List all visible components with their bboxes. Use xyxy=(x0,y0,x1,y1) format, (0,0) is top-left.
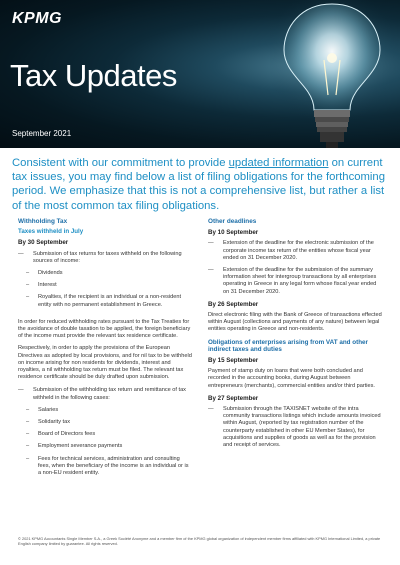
obligation-item: — Submission of tax returns for taxes withheld on the following sources of income: xyxy=(18,251,193,265)
deadline-date: By 30 September xyxy=(18,239,69,247)
updated-information-link[interactable]: updated information xyxy=(228,157,329,169)
withholding-case-item: – Employment severance payments xyxy=(18,443,193,450)
withholding-case-item: – Solidarity tax xyxy=(18,419,193,426)
paragraph: In order for reduced withholding rates pursuant to the Tax Treaties for the avoidance of double taxation to be applied, the foreign beneficiary of the income must provide the relevant tax residence certificate. xyxy=(18,318,191,340)
obligation-item: — Submission through the TAXISNET website of the intra community transactions listings which include amounts invoiced within August, (reported by tax registration number of the counterparty established in other EU Member States), for acquisitions and supplies of goods as well as for the provision and receipt of services. xyxy=(208,406,383,449)
section-title-vat: Obligations of enterprises arising from VAT and other indirect taxes and duties xyxy=(208,338,369,353)
subsection-taxes-withheld: Taxes withheld in July xyxy=(18,228,84,236)
paragraph: Payment of stamp duty on loans that were both concluded and recorded in the accounting books, during August between entrepreneurs (merchants), commercial entities and/or third parties. xyxy=(208,368,375,389)
light-bulb-image xyxy=(270,0,400,148)
income-source-item: – Interest xyxy=(18,282,193,289)
section-title-withholding: Withholding Tax xyxy=(18,218,68,225)
deadline-date: By 26 September xyxy=(208,300,259,308)
section-title-other-deadlines: Other deadlines xyxy=(208,218,257,225)
page-title: Tax Updates xyxy=(10,58,177,93)
withholding-case-item: – Board of Directors fees xyxy=(18,431,193,438)
obligation-item: — Submission of the withholding tax return and remittance of tax withheld in the following cases: xyxy=(18,387,193,401)
paragraph: Respectively, in order to apply the provisions of the European Directives as adopted by local provisions, and for nil tax to be withheld on income arising for non residents for dividends, interest and royalties, a nil withholding tax return must be filed. The relevant tax residence certificate should be duly drafted upon submission. xyxy=(18,345,192,381)
header-banner xyxy=(0,0,400,148)
left-column xyxy=(18,218,193,482)
copyright-footer: © 2021 KPMG Accountants Single Member S.A., a Greek Société Anonyme and a member firm of the KPMG global organization of independent member firms affiliated with KPMG International Limited, a private English company limited by guarantee. All rights reserved. xyxy=(18,536,381,546)
withholding-case-item: – Salaries xyxy=(18,407,193,414)
obligation-item: — Extension of the deadline for the electronic submission of the corporate income tax return of the entities whose fiscal year ended on 31 December 2020. xyxy=(208,240,383,262)
deadline-date: By 27 September xyxy=(208,394,259,402)
right-column xyxy=(208,218,383,454)
intro-text-start: Consistent with our commitment to provide xyxy=(12,157,229,169)
kpmg-logo[interactable]: KPMG xyxy=(12,10,62,27)
deadline-date: By 15 September xyxy=(208,357,259,365)
deadline-date: By 10 September xyxy=(208,229,259,237)
income-source-item: – Royalties, if the recipient is an individual or a non-resident entity with no permanent establishment in Greece. xyxy=(18,294,193,308)
obligation-item: — Extension of the deadline for the submission of the summary information sheet for intergroup transactions by all enterprises operating in Greece in any legal form whose fiscal year ended on 31 December 2020. xyxy=(208,267,383,296)
intro-paragraph xyxy=(12,156,392,213)
withholding-case-item: – Fees for technical services, administration and consulting fees, when the beneficiary of the income is an individual or is a non-EU resident entity. xyxy=(18,456,193,478)
income-source-item: – Dividends xyxy=(18,270,193,277)
issue-date: September 2021 xyxy=(12,129,72,138)
paragraph: Direct electronic filing with the Bank of Greece of transactions effected within August (collections and payments of any nature) between legal entities operating in Greece and non-residents. xyxy=(208,312,382,333)
intro-text-end: on current tax issues, you may find below a list of filing obligations for the forthcoming period. We emphasize that this is not a comprehensive list, but rather a list of the most common tax filing obligations. xyxy=(12,157,385,212)
